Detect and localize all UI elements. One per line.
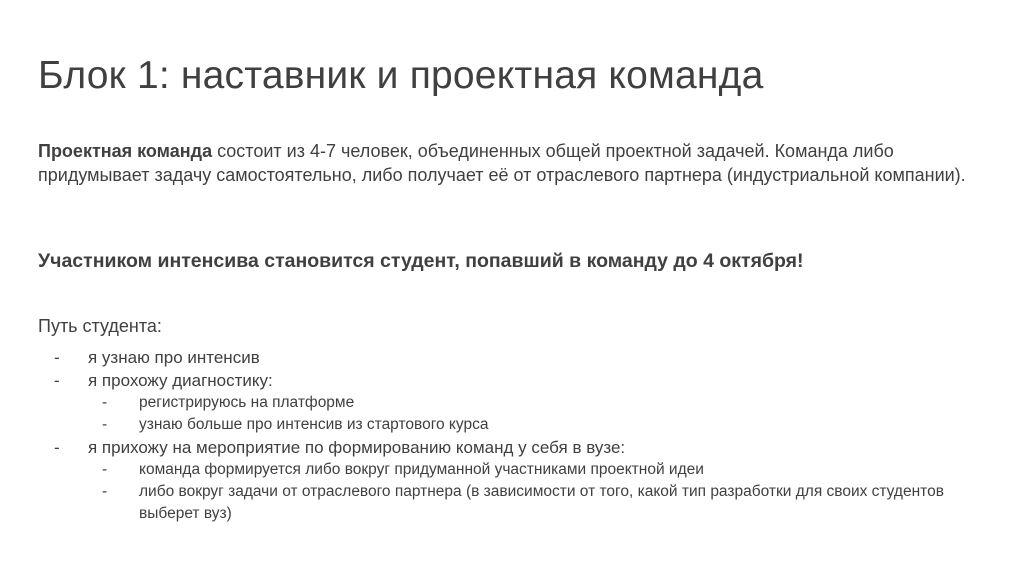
list-item-text: я прохожу диагностику: [88, 371, 273, 390]
list-item [38, 436, 988, 459]
sub-list-item [38, 392, 988, 414]
bullet-dash: - [102, 483, 108, 500]
sub-list-item-text: регистрируюсь на платформе [139, 394, 355, 411]
student-path-list [38, 346, 988, 525]
bullet-dash: - [54, 371, 60, 390]
intro-text: состоит из 4-7 человек, объединенных общей проектной задачей. Команда либо придумывает задачу самостоятельно, либо получает её от отраслевого партнера (индустриальной компании). [38, 141, 966, 185]
intro-bold-term: Проектная команда [38, 141, 213, 161]
bullet-dash: - [54, 438, 60, 457]
bullet-dash: - [102, 394, 108, 411]
list-item-text: я прихожу на мероприятие по формированию команд у себя в вузе: [88, 438, 626, 457]
sub-list-item-text: узнаю больше про интенсив из стартового курса [139, 416, 489, 433]
bullet-dash: - [102, 416, 108, 433]
student-path-heading: Путь студента: [38, 316, 162, 336]
intro-paragraph [38, 139, 978, 187]
list-item [38, 369, 988, 392]
list-item [38, 346, 988, 369]
sub-list-item [38, 481, 988, 525]
participant-note: Участником интенсива становится студент, попавший в команду до 4 октября! [38, 250, 804, 272]
bullet-dash: - [54, 348, 60, 367]
slide-title: Блок 1: наставник и проектная команда [38, 54, 764, 97]
sub-list-item [38, 459, 988, 481]
sub-list-item-text: либо вокруг задачи от отраслевого партнера (в зависимости от того, какой тип разработки для своих студентов выберет вуз) [139, 483, 944, 522]
bullet-dash: - [102, 461, 108, 478]
list-item-text: я узнаю про интенсив [88, 348, 260, 367]
sub-list-item [38, 414, 988, 436]
sub-list-item-text: команда формируется либо вокруг придуманной участниками проектной идеи [139, 461, 704, 478]
